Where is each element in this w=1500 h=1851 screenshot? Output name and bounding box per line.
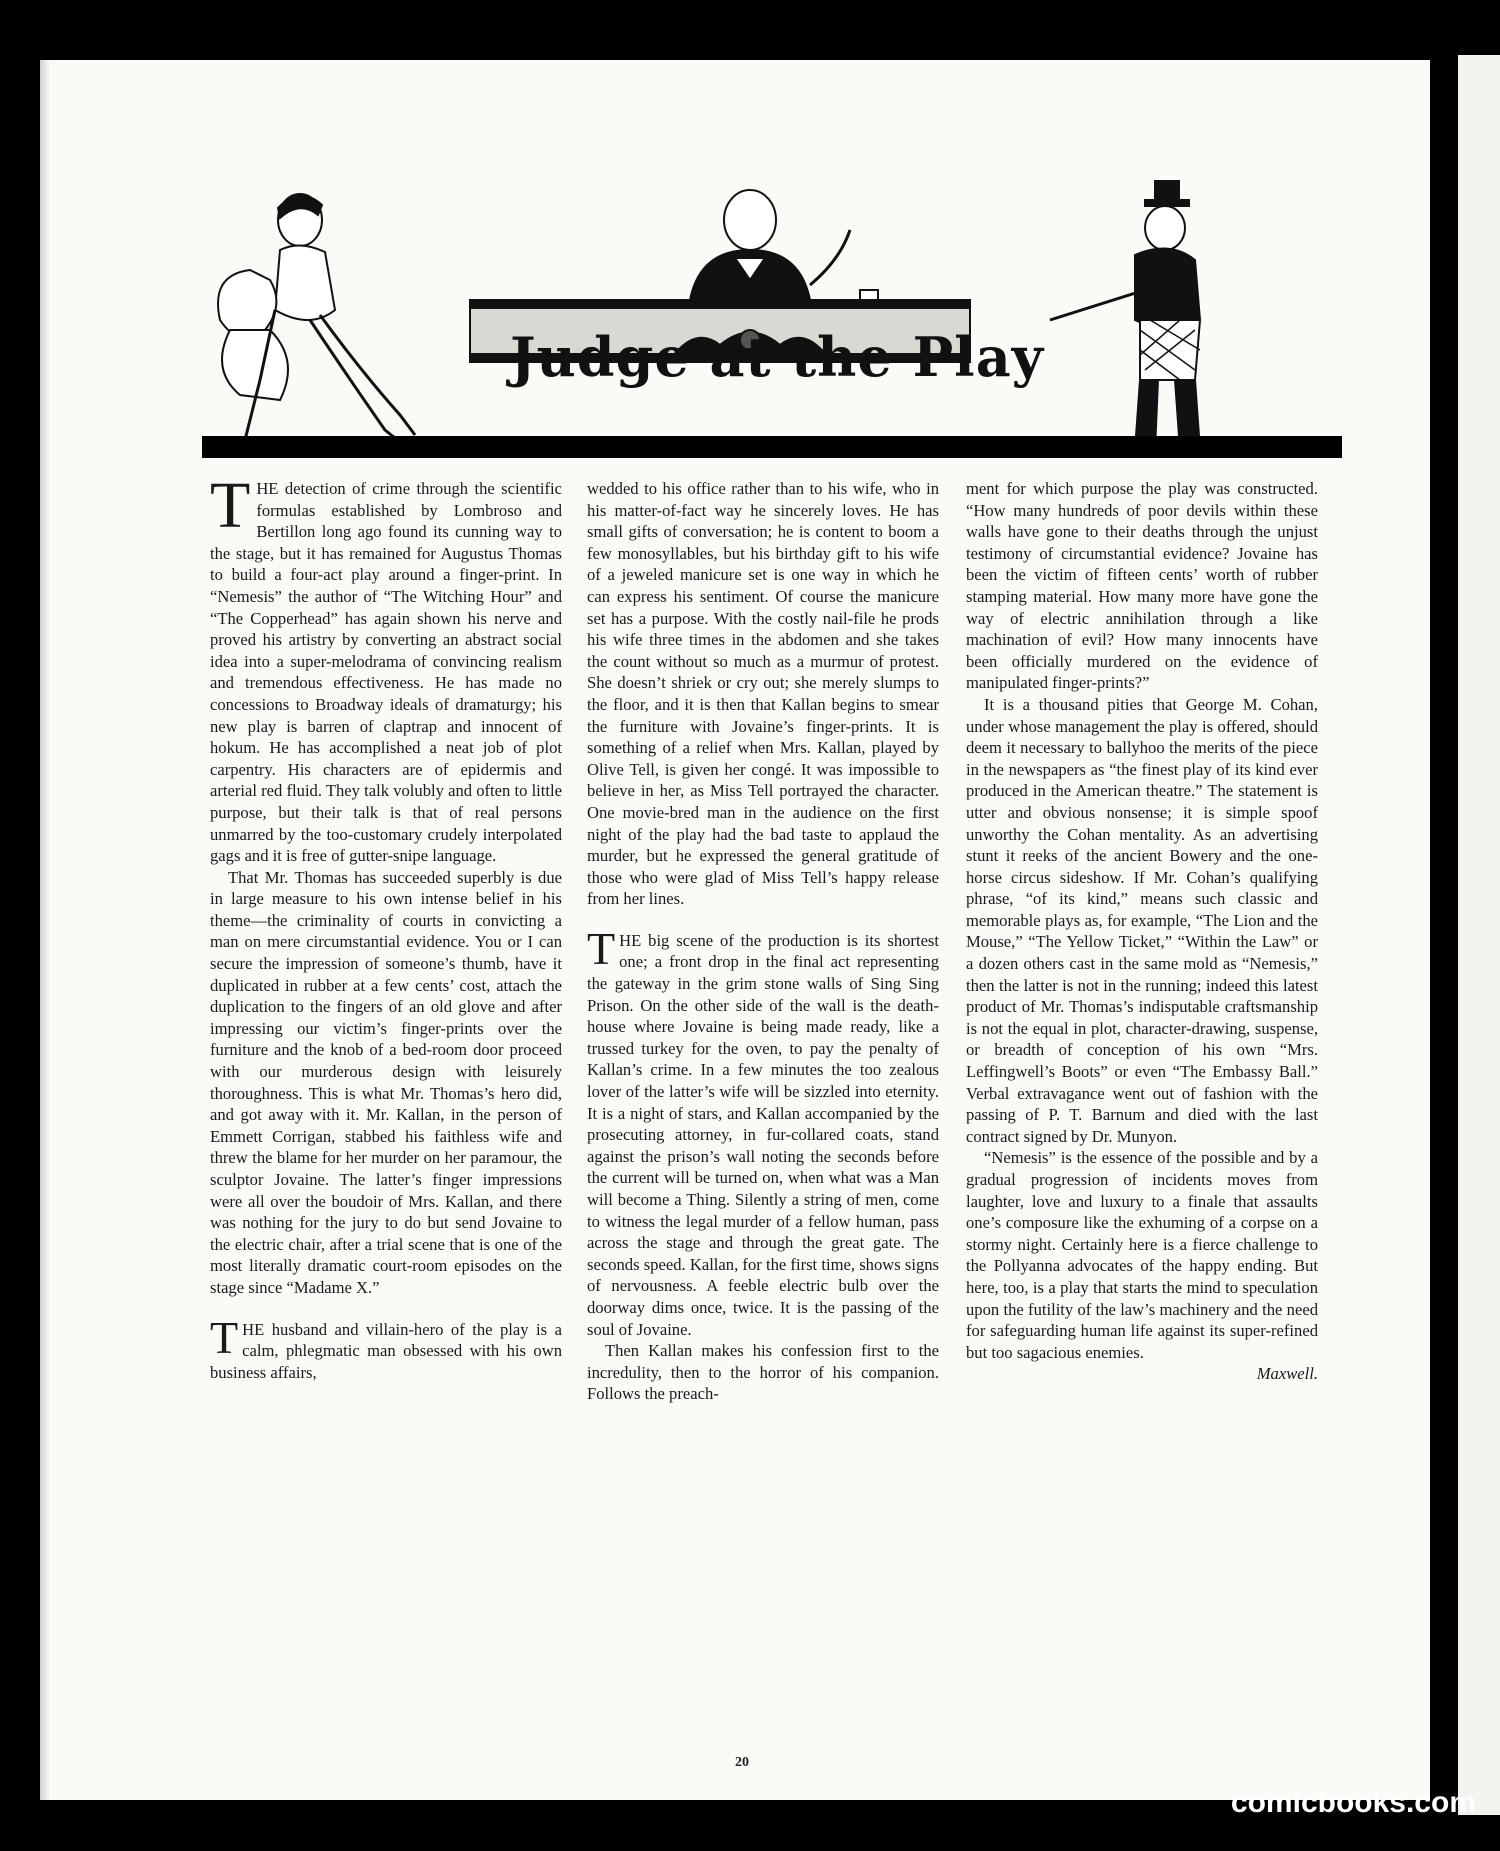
paragraph: That Mr. Thomas has succeeded superbly is due in large measure to his own intense belief in his theme—the criminality of courts in convicting a man on mere circumstantial evidence. You or I can secure the impression of someone’s thumb, have it duplicated in rubber at a few cents’ cost, attach the duplication to the fingers of an old glove and after impressing our victim’s finger-prints over the furniture and the knob of a bed-room door proceed with our murderous design with leisurely thoroughness. This is what Mr. Thomas’s hero did, and got away with it. Mr. Kallan, in the person of Emmett Corrigan, stabbed his faithless wife and threw the blame for her murder on her paramour, the sculptor Jovaine. The latter’s finger impressions were all over the boudoir of Mrs. Kallan, and there was nothing for the jury to do but send Jovaine to the electric chair, after a trial scene that is one of the most literally dramatic court-room episodes on the stage since “Madame X.” <box>210 867 562 1297</box>
drop-cap: T <box>587 922 616 974</box>
page-title: Judge at the Play <box>510 325 1045 389</box>
title-rule <box>202 436 1342 458</box>
author-signature: Maxwell. <box>1256 1364 1318 1384</box>
paragraph: THE big scene of the production is its shortest one; a front drop in the final act representing the gateway in the grim stone walls of Sing Sing Prison. On the other side of the wall is the death-house where Jovaine is being made ready, like a trussed turkey for the oven, to pay the penalty of Kallan’s crime. In a few minutes the too zealous lover of the latter’s wife will be sizzled into eternity. It is a night of stars, and Kallan accompanied by the prosecuting attorney, in fur-collared coats, stand against the prison’s wall noting the seconds before the current will be turned on, when what was a Man will become a Thing. Silently a string of men, come to witness the legal murder of a fellow human, pass across the stage and through the great gate. The seconds speed. Kallan, for the first time, shows signs of nervousness. A feeble electric bulb over the doorway dims once, twice. It is the passing of the soul of Jovaine. <box>587 922 939 1339</box>
article-column-2 <box>587 478 939 1405</box>
dancing-couple-drawing <box>218 194 415 455</box>
drop-cap: T <box>210 1311 239 1363</box>
paragraph: Then Kallan makes his confession first to the incredulity, then to the horror of his companion. Follows the preach- <box>587 1341 939 1404</box>
paragraph: THE husband and villain-hero of the play is a calm, phlegmatic man obsessed with his own business affairs, <box>210 1311 562 1382</box>
scan-edge <box>40 60 50 1800</box>
header-illustration <box>150 180 1350 465</box>
paragraph: It is a thousand pities that George M. Cohan, under whose management the play is offered, should deem it necessary to ballyhoo the merits of the piece in the newspapers as “the finest play of its kind ever produced in the American theatre.” The statement is utter and obvious nonsense; it is simple spoof unworthy the Cohan mentality. As an advertising stunt it reeks of the ancient Bowery and the one-horse circus sideshow. If Mr. Cohan’s qualifying phrase, “of its kind,” means such classic and memorable plays as, for example, “The Lion and the Mouse,” “The Yellow Ticket,” “Within the Law” or a dozen others cast in the same mold as “Nemesis,” then the latter is not in the running; indeed this latest product of Mr. Thomas’s indisputable craftsmanship is not the equal in plot, character-drawing, suspense, or breadth of conception of his own “Mrs. Leffingwell’s Boots” or even “The Embassy Ball.” Verbal extravagance went out of fashion with the passing of P. T. Barnum and died with the last contract signed by Dr. Munyon. <box>966 694 1318 1146</box>
drop-cap: T <box>210 469 251 542</box>
paragraph: wedded to his office rather than to his wife, who in his matter-of-fact way he sincerely loves. He has small gifts of conversation; he is content to boom a few monosyllables, but his birthday gift to his wife of a jeweled manicure set is one way in which he can express his sentiment. Of course the manicure set has a purpose. With the costly nail-file he prods his wife three times in the abdomen and she takes the count without so much as a murmur of protest. She doesn’t shriek or cry out; she merely slumps to the floor, and it is then that Kallan begins to smear the furniture with Jovaine’s finger-prints. It is something of a relief when Mrs. Kallan, played by Olive Tell, is given her congé. It was impossible to believe in her, as Miss Tell portrayed the character. One movie-bred man in the audience on the first night of the play had the bad taste to applaud the murder, but he expressed the general gratitude of those who were glad of Miss Tell’s happy release from her lines. <box>587 479 939 909</box>
paragraph: THE detection of crime through the scientific formulas established by Lombroso and Bertillon long ago found its cunning way to the stage, but it has remained for Augustus Thomas to build a four-act play around a finger-print. In “Nemesis” the author of “The Witching Hour” and “The Copperhead” has again shown his nerve and proved his artistry by converting an abstract social idea into a super-melodrama of convincing realism and tremendous effectiveness. He has made no concessions to Broadway ideals of dramaturgy; his new play is barren of claptrap and innocent of hokum. He has accomplished a neat job of plot carpentry. His characters are of epidermis and arterial red fluid. They talk volubly and often to little purpose, but their talk is that of real persons unmarred by the too-customary crudely interpolated gags and it is free of gutter-snipe language. <box>210 469 562 866</box>
paragraph: ment for which purpose the play was constructed. “How many hundreds of poor devils within these walls have gone to their deaths through the unjust testimony of circumstantial evidence? Jovaine has been the victim of fifteen cents’ worth of rubber stamping material. How many more have gone the way of electric annihilation through a like machination of evil? How many innocents have been officially murdered on the evidence of manipulated finger-prints?” <box>966 479 1318 693</box>
paragraph: “Nemesis” is the essence of the possible and by a gradual progression of incidents moves from laughter, love and luxury to a finale that assaults one’s composure like the exhuming of a corpse on a stormy night. Certainly here is a fierce challenge to the Pollyanna advocates of the happy ending. But here, too, is a play that starts the mind to speculation upon the futility of the law’s machinery and the need for safeguarding human life against its super-refined but too sagacious enemies. <box>966 1148 1318 1362</box>
source-watermark: comicbooks.com <box>1230 1786 1476 1819</box>
adjacent-page-edge <box>1458 55 1500 1815</box>
man-with-cane-drawing <box>1050 180 1200 450</box>
page-number: 20 <box>735 1755 749 1770</box>
article-column-1 <box>210 469 562 1383</box>
judge-drawing <box>690 190 878 304</box>
article-column-3 <box>966 478 1318 1385</box>
